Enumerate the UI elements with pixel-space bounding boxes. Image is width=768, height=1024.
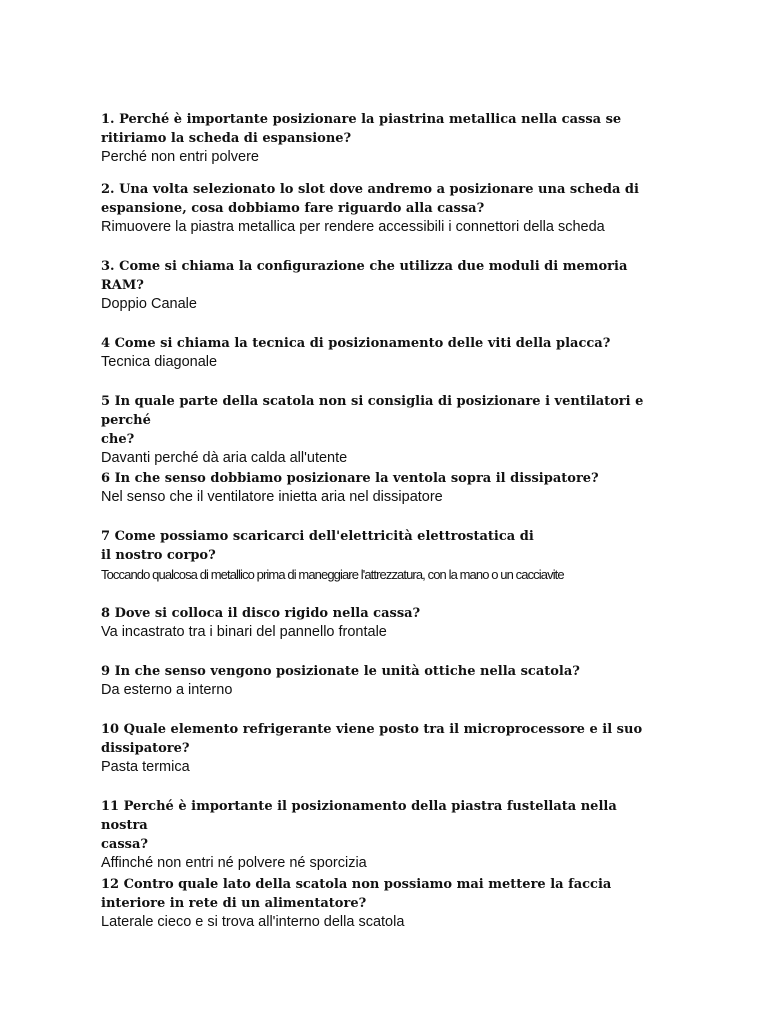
- question-2: 2. Una volta selezionato lo slot dove andremo a posizionare una scheda di espansione, cosa dobbiamo fare riguardo alla cassa?: [101, 182, 639, 216]
- answer-1: Perché non entri polvere: [101, 149, 259, 165]
- answer-4: Tecnica diagonale: [101, 354, 218, 370]
- qa-item-3: [101, 257, 661, 314]
- qa-item-9: [101, 662, 661, 700]
- question-3: 3. Come si chiama la configurazione che utilizza due moduli di memoria RAM?: [101, 259, 628, 293]
- qa-item-10: [101, 720, 661, 777]
- answer-7: Toccando qualcosa di metallico prima di maneggiare l'attrezzatura, con la mano o un cacciavite: [101, 567, 564, 582]
- qa-item-12: [101, 875, 661, 932]
- question-9: 9 In che senso vengono posizionate le unità ottiche nella scatola?: [101, 664, 580, 679]
- answer-3: Doppio Canale: [101, 296, 197, 312]
- question-12: 12 Contro quale lato della scatola non possiamo mai mettere la faccia interiore in rete di un alimentatore?: [101, 877, 612, 911]
- question-10: 10 Quale elemento refrigerante viene posto tra il microprocessore e il suo dissipatore?: [101, 722, 643, 756]
- qa-item-2: [101, 180, 661, 237]
- qa-item-6: [101, 469, 661, 507]
- qa-item-4: [101, 334, 661, 372]
- question-8: 8 Dove si colloca il disco rigido nella cassa?: [101, 606, 421, 621]
- question-11: 11 Perché è importante il posizionamento della piastra fustellata nella nostra cassa?: [101, 799, 617, 852]
- answer-11: Affinché non entri né polvere né sporcizia: [101, 855, 367, 871]
- question-1: 1. Perché è importante posizionare la piastrina metallica nella cassa se ritiriamo la scheda di espansione?: [101, 112, 622, 146]
- qa-item-1: [101, 110, 661, 167]
- answer-12: Laterale cieco e si trova all'interno della scatola: [101, 914, 405, 930]
- answer-5: Davanti perché dà aria calda all'utente: [101, 450, 348, 466]
- qa-item-7: [101, 527, 661, 584]
- question-6: 6 In che senso dobbiamo posizionare la ventola sopra il dissipatore?: [101, 471, 599, 486]
- answer-9: Da esterno a interno: [101, 682, 233, 698]
- qa-item-11: [101, 797, 661, 873]
- qa-item-8: [101, 604, 661, 642]
- answer-2: Rimuovere la piastra metallica per rendere accessibili i connettori della scheda: [101, 219, 605, 235]
- question-5: 5 In quale parte della scatola non si consiglia di posizionare i ventilatori e perché che?: [101, 394, 644, 447]
- question-7: 7 Come possiamo scaricarci dell'elettricità elettrostatica di il nostro corpo?: [101, 529, 534, 563]
- question-4: 4 Come si chiama la tecnica di posizionamento delle viti della placca?: [101, 336, 611, 351]
- answer-8: Va incastrato tra i binari del pannello frontale: [101, 624, 387, 640]
- answer-6: Nel senso che il ventilatore inietta aria nel dissipatore: [101, 489, 443, 505]
- qa-item-5: [101, 392, 661, 468]
- answer-10: Pasta termica: [101, 759, 190, 775]
